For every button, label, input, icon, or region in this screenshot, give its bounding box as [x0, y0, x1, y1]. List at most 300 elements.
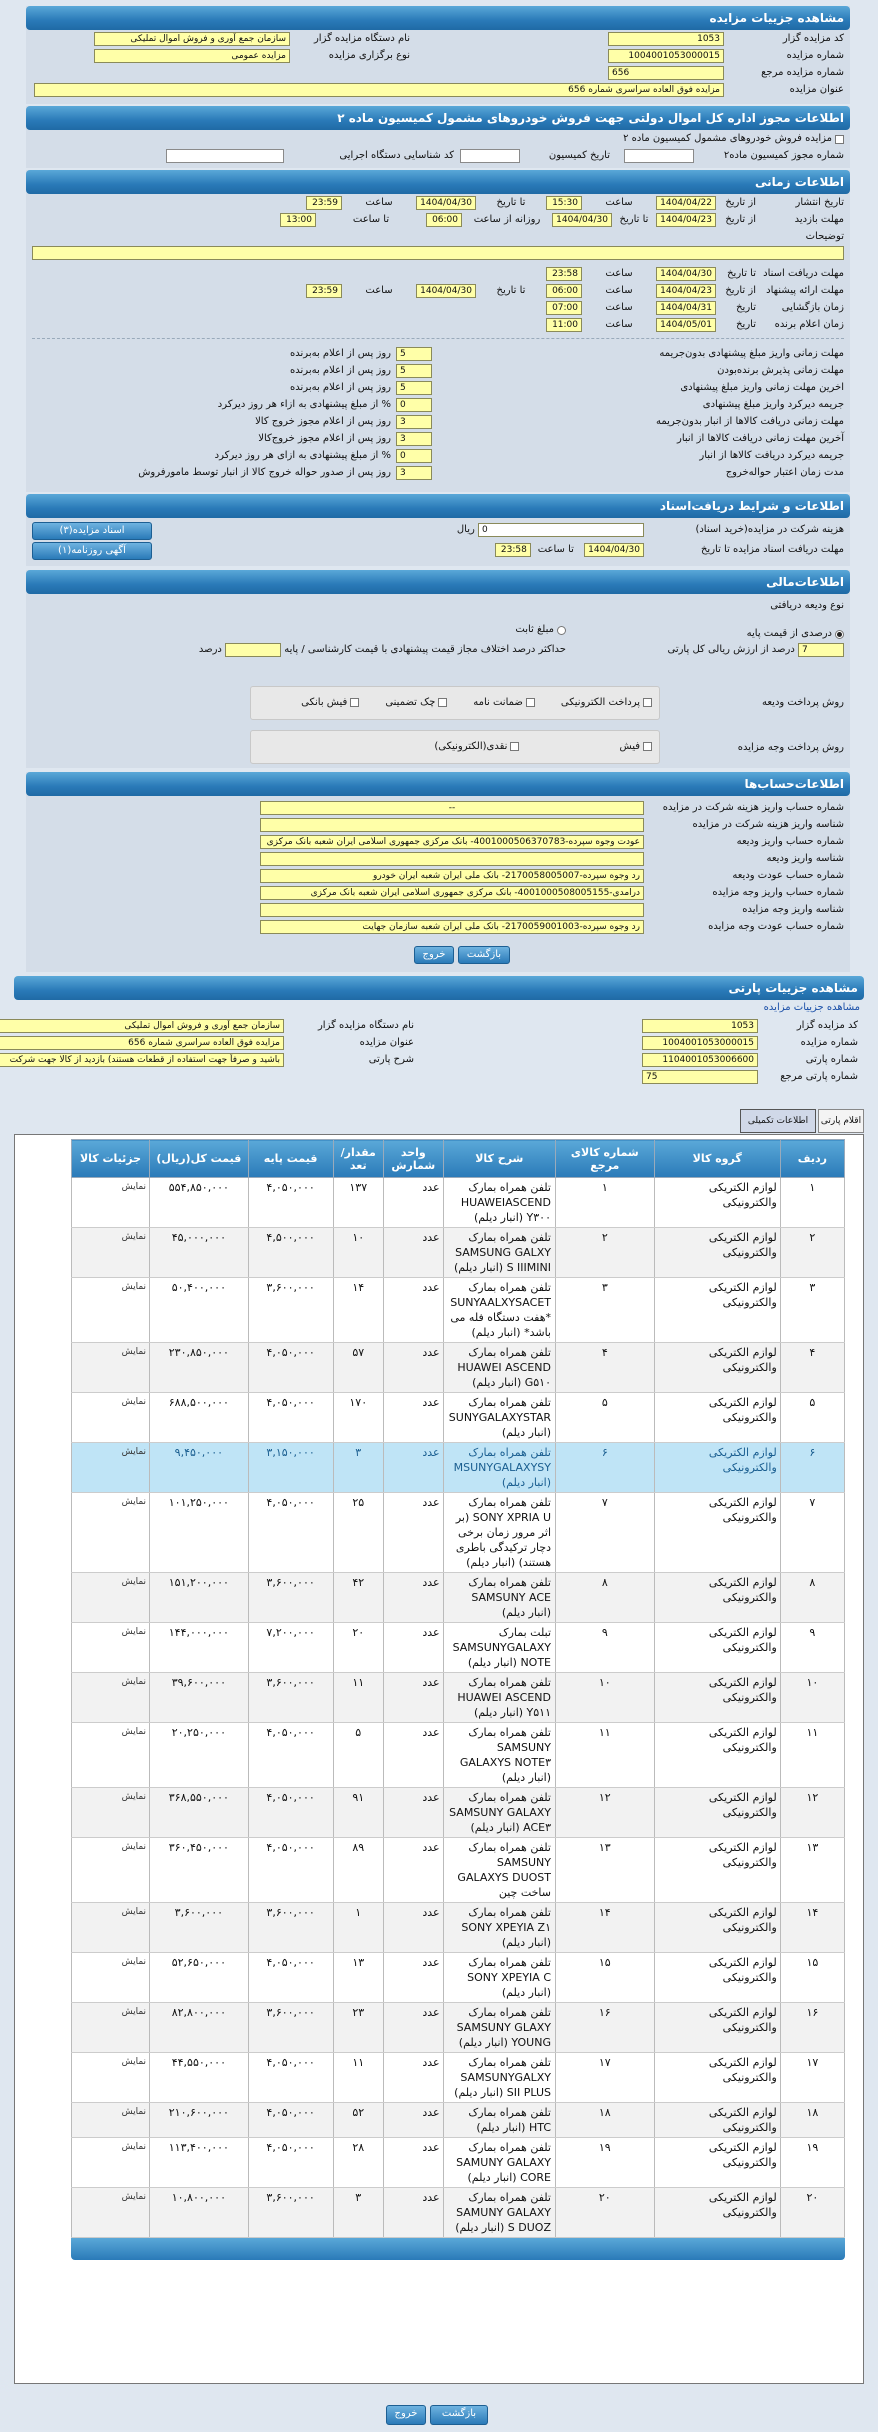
- permit-panel: [26, 106, 850, 168]
- table-footer-bar: [71, 2238, 845, 2260]
- auction-details-panel: [26, 6, 850, 104]
- cell-g: لوازم الکتریکی والکترونیکی: [654, 1278, 780, 1343]
- cell-d: تلفن همراه بمارک HUAWEIASCEND Y۳۰۰ (انبار دیلم): [443, 1178, 555, 1228]
- fee-label: هزینه شرکت در مزایده(خرید اسناد): [695, 524, 844, 535]
- percent-text: درصد از ارزش ریالی کل پارتی: [667, 644, 795, 655]
- cell-p: ۴,۵۰۰,۰۰۰: [248, 1228, 333, 1278]
- table-row[interactable]: [72, 2103, 845, 2138]
- cell-r: ۸: [556, 1573, 655, 1623]
- cell-d: تلفن همراه بمارک SAMUNY GALAXY CORE (انبار دیلم): [443, 2138, 555, 2188]
- cell-a[interactable]: نمایش: [72, 2053, 150, 2103]
- visit-label: مهلت بازدید: [794, 214, 844, 225]
- winner-label: زمان اعلام برنده: [774, 319, 844, 330]
- cell-t: ۳,۶۰۰,۰۰۰: [150, 1903, 249, 1953]
- account-row: [32, 885, 844, 902]
- deadline-label: مهلت دریافت اسناد مزایده تا تاریخ: [700, 544, 844, 555]
- table-row[interactable]: [72, 1343, 845, 1393]
- cell-u: عدد: [383, 2003, 443, 2053]
- time-label: ساعت: [365, 197, 393, 208]
- winner-time[interactable]: 11:00: [546, 318, 582, 332]
- cell-a[interactable]: نمایش: [72, 2003, 150, 2053]
- cell-u: عدد: [383, 1903, 443, 1953]
- auction-number-label: شماره مزایده: [786, 50, 844, 61]
- executive-code-field[interactable]: [166, 149, 284, 163]
- auction-number-field[interactable]: 1004001053000015: [608, 49, 724, 63]
- table-row[interactable]: [72, 1573, 845, 1623]
- payment-method-checkbox[interactable]: [510, 742, 519, 751]
- cell-t: ۸۲,۸۰۰,۰۰۰: [150, 2003, 249, 2053]
- cell-p: ۳,۶۰۰,۰۰۰: [248, 1673, 333, 1723]
- cell-a[interactable]: نمایش: [72, 1278, 150, 1343]
- publish-to-date[interactable]: 1404/04/30: [416, 196, 476, 210]
- cell-n: ۲۰: [780, 2188, 844, 2238]
- opening-date[interactable]: 1404/04/31: [656, 301, 716, 315]
- rule-value[interactable]: 3: [396, 466, 432, 480]
- cell-u: عدد: [383, 1838, 443, 1903]
- visit-from-time[interactable]: 06:00: [426, 213, 462, 227]
- rule-value[interactable]: 5: [396, 364, 432, 378]
- account-value[interactable]: عودت وجوه سپرده-4001000506370783- بانک مرکزی جمهوری اسلامی ایران شعبه بانک مرکزی: [260, 835, 644, 849]
- account-label: شناسه واریز ودیعه: [766, 853, 844, 864]
- table-row[interactable]: [72, 1443, 845, 1493]
- max-diff-field[interactable]: [225, 643, 281, 657]
- cell-g: لوازم الکتریکی والکترونیکی: [654, 1178, 780, 1228]
- cell-a[interactable]: نمایش: [72, 1723, 150, 1788]
- party-title-field[interactable]: مزایده فوق العاده سراسری شماره 656: [0, 1036, 284, 1050]
- exit-button[interactable]: خروج: [414, 946, 454, 964]
- docs-deadline-date[interactable]: 1404/04/30: [656, 267, 716, 281]
- cell-q: ۱: [333, 1903, 383, 1953]
- cell-u: عدد: [383, 1493, 443, 1573]
- cell-t: ۵۵۴,۸۵۰,۰۰۰: [150, 1178, 249, 1228]
- party-org-field[interactable]: سازمان جمع آوری و فروش اموال تملیکی: [0, 1019, 284, 1033]
- cell-g: لوازم الکتریکی والکترونیکی: [654, 2103, 780, 2138]
- cell-a[interactable]: نمایش: [72, 1393, 150, 1443]
- account-value[interactable]: --: [260, 801, 644, 815]
- cell-p: ۴,۰۵۰,۰۰۰: [248, 1493, 333, 1573]
- cell-r: ۷: [556, 1493, 655, 1573]
- cell-g: لوازم الکتریکی والکترونیکی: [654, 1623, 780, 1673]
- cell-p: ۳,۶۰۰,۰۰۰: [248, 1278, 333, 1343]
- account-value[interactable]: [260, 818, 644, 832]
- party-auction-no-field[interactable]: 1004001053000015: [642, 1036, 758, 1050]
- payment-method-label: فیش: [619, 741, 640, 752]
- cell-p: ۴,۰۵۰,۰۰۰: [248, 1788, 333, 1838]
- account-value[interactable]: رد وجوه سپرده-2170058005007- بانک ملی ایران شعبه ایران خودرو: [260, 869, 644, 883]
- cell-r: ۲: [556, 1228, 655, 1278]
- cell-q: ۲۸: [333, 2138, 383, 2188]
- rule-unit: روز پس از اعلام به‌برنده: [290, 365, 391, 376]
- cell-g: لوازم الکتریکی والکترونیکی: [654, 1788, 780, 1838]
- section-title: اطلاعات و شرایط دریافت‌اسناد: [26, 494, 850, 518]
- ref-number-label: شماره مزایده مرجع: [761, 67, 844, 78]
- cell-d: تبلت بمارک SAMSUNYGALAXY NOTE (انبار دیلم): [443, 1623, 555, 1673]
- table-row[interactable]: [72, 1623, 845, 1673]
- max-diff-unit: درصد: [198, 644, 222, 655]
- cell-a[interactable]: نمایش: [72, 1178, 150, 1228]
- cell-a[interactable]: نمایش: [72, 1343, 150, 1393]
- footer-back-button[interactable]: بازگشت: [430, 2405, 488, 2425]
- cell-p: ۳,۶۰۰,۰۰۰: [248, 1573, 333, 1623]
- party-auction-no-label: شماره مزایده: [800, 1037, 858, 1048]
- cell-q: ۱۳۷: [333, 1178, 383, 1228]
- docs-deadline-time[interactable]: 23:58: [546, 267, 582, 281]
- column-header[interactable]: جزئیات کالا: [72, 1140, 150, 1178]
- time-label: ساعت: [605, 319, 633, 330]
- cell-a[interactable]: نمایش: [72, 1573, 150, 1623]
- cell-t: ۹,۴۵۰,۰۰۰: [150, 1443, 249, 1493]
- account-value[interactable]: درامدی-4001000508005155- بانک مرکزی جمهوری اسلامی ایران شعبه بانک مرکزی: [260, 886, 644, 900]
- cell-p: ۴,۰۵۰,۰۰۰: [248, 1953, 333, 2003]
- deposit-method-label: چک تضمینی: [385, 697, 436, 708]
- time-info-panel: [26, 170, 850, 492]
- cell-d: تلفن همراه بمارک SONY XPRIA U (بر اثر مرور زمان برخی دچار ترکیدگی باطری هستند) (انبار دیلم): [443, 1493, 555, 1573]
- cell-u: عدد: [383, 2188, 443, 2238]
- opening-label: زمان بازگشایی: [781, 302, 844, 313]
- table-row[interactable]: [72, 1723, 845, 1788]
- cell-a[interactable]: نمایش: [72, 1623, 150, 1673]
- commission-checkbox[interactable]: [835, 135, 844, 144]
- fee-unit: ریال: [456, 524, 475, 535]
- column-header[interactable]: شرح کالا: [443, 1140, 555, 1178]
- deposit-method-checkbox[interactable]: [438, 698, 447, 707]
- cell-t: ۳۶۸,۵۵۰,۰۰۰: [150, 1788, 249, 1838]
- column-header[interactable]: گروه کالا: [654, 1140, 780, 1178]
- offer-from-date[interactable]: 1404/04/23: [656, 284, 716, 298]
- account-row: [32, 902, 844, 919]
- cell-p: ۳,۶۰۰,۰۰۰: [248, 1903, 333, 1953]
- footer-exit-button[interactable]: خروج: [386, 2405, 426, 2425]
- table-row[interactable]: [72, 1788, 845, 1838]
- percent-radio[interactable]: [835, 630, 844, 639]
- cell-g: لوازم الکتریکی والکترونیکی: [654, 1393, 780, 1443]
- table-row[interactable]: [72, 1838, 845, 1903]
- party-ref-field[interactable]: 75: [642, 1070, 758, 1084]
- column-header[interactable]: قیمت پایه: [248, 1140, 333, 1178]
- offer-to-date[interactable]: 1404/04/30: [416, 284, 476, 298]
- account-label: شناسه واریز هزینه شرکت در مزایده: [692, 819, 844, 830]
- cell-q: ۵۲: [333, 2103, 383, 2138]
- ref-number-field[interactable]: 656: [608, 66, 724, 80]
- cell-a[interactable]: نمایش: [72, 1953, 150, 2003]
- account-label: شناسه واریز وجه مزایده: [742, 904, 844, 915]
- cell-n: ۱: [780, 1178, 844, 1228]
- payment-method-label: روش پرداخت وجه مزایده: [737, 742, 844, 753]
- back-button[interactable]: بازگشت: [458, 946, 510, 964]
- org-label: نام دستگاه مزایده گزار: [313, 33, 410, 44]
- rule-unit: % از مبلغ پیشنهادی به ازاء هر روز دیرکرد: [217, 399, 391, 410]
- table-row[interactable]: [72, 2188, 845, 2238]
- table-row[interactable]: [72, 2053, 845, 2103]
- max-diff-label: حداکثر درصد اختلاف مجاز قیمت پیشنهادی با قیمت کارشناسی / پایه: [284, 644, 566, 655]
- rule-row: [32, 346, 844, 363]
- publish-to-time[interactable]: 23:59: [306, 196, 342, 210]
- newspaper-notice-button[interactable]: آگهی روزنامه(۱): [32, 542, 152, 560]
- cell-a[interactable]: نمایش: [72, 1443, 150, 1493]
- party-ref-label: شماره پارتی مرجع: [780, 1071, 858, 1082]
- cell-g: لوازم الکتریکی والکترونیکی: [654, 1723, 780, 1788]
- party-org-label: نام دستگاه مزایده گزار: [317, 1020, 414, 1031]
- permit-field[interactable]: [624, 149, 694, 163]
- cell-r: ۱۱: [556, 1723, 655, 1788]
- cell-t: ۲۰,۲۵۰,۰۰۰: [150, 1723, 249, 1788]
- section-title: مشاهده جزییات پارتی: [14, 976, 864, 1000]
- table-row[interactable]: [72, 1673, 845, 1723]
- cell-q: ۱۷۰: [333, 1393, 383, 1443]
- cell-d: تلفن همراه بمارک HUAWEI ASCEND Y۵۱۱ (انبار دیلم): [443, 1673, 555, 1723]
- to-date-label: تا تاریخ: [496, 285, 526, 296]
- cell-a[interactable]: نمایش: [72, 1788, 150, 1838]
- cell-a[interactable]: نمایش: [72, 1673, 150, 1723]
- notes-field[interactable]: [32, 246, 844, 260]
- from-date-label: از تاریخ: [725, 214, 756, 225]
- cell-n: ۵: [780, 1393, 844, 1443]
- table-row[interactable]: [72, 2138, 845, 2188]
- publish-from-date[interactable]: 1404/04/22: [656, 196, 716, 210]
- cell-p: ۴,۰۵۰,۰۰۰: [248, 2138, 333, 2188]
- party-code-field[interactable]: 1053: [642, 1019, 758, 1033]
- rule-label: جریمه دیرکرد واریز مبلغ پیشنهادی: [702, 399, 844, 410]
- visit-to-date[interactable]: 1404/04/30: [552, 213, 612, 227]
- cell-t: ۱۵۱,۲۰۰,۰۰۰: [150, 1573, 249, 1623]
- title-field[interactable]: مزایده فوق العاده سراسری شماره 656: [34, 83, 724, 97]
- rule-label: مهلت زمانی واریز مبلغ پیشنهادی بدون‌جریمه: [659, 348, 844, 359]
- cell-d: تلفن همراه بمارک SAMSUNY GLAXY YOUNG (انبار دیلم): [443, 2003, 555, 2053]
- rule-label: مدت زمان اعتبار حواله‌خروج: [725, 467, 844, 478]
- table-row[interactable]: [72, 1178, 845, 1228]
- cell-u: عدد: [383, 2138, 443, 2188]
- cell-d: تلفن همراه بمارک MSUNYGALAXYSY (انبار دیلم): [443, 1443, 555, 1493]
- auction-docs-button[interactable]: اسناد مزایده(۳): [32, 522, 152, 540]
- percent-radio-label: درصدی از قیمت پایه: [746, 628, 832, 639]
- deadline-time[interactable]: 23:58: [495, 543, 531, 557]
- account-label: شماره حساب عودت ودیعه: [732, 870, 844, 881]
- deposit-method-label: فیش بانکی: [301, 697, 348, 708]
- party-code-label: کد مزایده گزار: [796, 1020, 858, 1031]
- cell-q: ۳: [333, 2188, 383, 2238]
- payment-method-option: [434, 741, 519, 752]
- cell-t: ۱۰۱,۲۵۰,۰۰۰: [150, 1493, 249, 1573]
- cell-d: تلفن همراه بمارک SONY XPEYIA Z۱ (انبار دیلم): [443, 1903, 555, 1953]
- docs-deadline-label: مهلت دریافت اسناد: [763, 268, 844, 279]
- cell-q: ۹۱: [333, 1788, 383, 1838]
- cell-d: تلفن همراه بمارک SAMSUNY GALAXY ACE۳ (انبار دیلم): [443, 1788, 555, 1838]
- account-value[interactable]: [260, 852, 644, 866]
- cell-p: ۴,۰۵۰,۰۰۰: [248, 1723, 333, 1788]
- cell-d: تلفن همراه بمارک SAMSUNY ACE (انبار دیلم): [443, 1573, 555, 1623]
- column-header[interactable]: قیمت کل(ریال): [150, 1140, 249, 1178]
- rule-value[interactable]: 5: [396, 347, 432, 361]
- deposit-method-checkbox[interactable]: [643, 698, 652, 707]
- deposit-method-checkbox[interactable]: [526, 698, 535, 707]
- column-header[interactable]: مقدار/تعد: [333, 1140, 383, 1178]
- cell-u: عدد: [383, 1723, 443, 1788]
- cell-q: ۲۰: [333, 1623, 383, 1673]
- to-time-label: تا ساعت: [352, 214, 390, 225]
- cell-n: ۸: [780, 1573, 844, 1623]
- section-title: اطلاعات زمانی: [26, 170, 850, 194]
- org-field[interactable]: سازمان جمع آوری و فروش اموال تملیکی: [94, 32, 290, 46]
- table-row[interactable]: [72, 1278, 845, 1343]
- party-desc-label: شرح پارتی: [368, 1054, 414, 1065]
- cell-a[interactable]: نمایش: [72, 1903, 150, 1953]
- table-row[interactable]: [72, 1493, 845, 1573]
- type-field[interactable]: مزایده عمومی: [94, 49, 290, 63]
- cell-t: ۳۹,۶۰۰,۰۰۰: [150, 1673, 249, 1723]
- winner-date[interactable]: 1404/05/01: [656, 318, 716, 332]
- cell-g: لوازم الکتریکی والکترونیکی: [654, 1343, 780, 1393]
- fixed-radio[interactable]: [557, 626, 566, 635]
- cell-a[interactable]: نمایش: [72, 1493, 150, 1573]
- cell-t: ۴۵,۰۰۰,۰۰۰: [150, 1228, 249, 1278]
- cell-d: تلفن همراه بمارک SAMSUNY GALAXYS NOTE۳ (انبار دیلم): [443, 1723, 555, 1788]
- items-table-wrap: [71, 1139, 845, 2379]
- deposit-method-label: ضمانت نامه: [473, 697, 523, 708]
- cell-a[interactable]: نمایش: [72, 2103, 150, 2138]
- cell-a[interactable]: نمایش: [72, 2188, 150, 2238]
- table-row[interactable]: [72, 1228, 845, 1278]
- rule-value[interactable]: 5: [396, 381, 432, 395]
- rule-unit: روز پس از اعلام مجوز خروج کالا: [255, 416, 391, 427]
- to-date-label: تا تاریخ: [727, 268, 756, 279]
- publish-from-time[interactable]: 15:30: [546, 196, 582, 210]
- cell-a[interactable]: نمایش: [72, 1228, 150, 1278]
- deadline-date[interactable]: 1404/04/30: [584, 543, 644, 557]
- cell-g: لوازم الکتریکی والکترونیکی: [654, 2188, 780, 2238]
- items-table: [71, 1139, 845, 2238]
- rule-label: مهلت زمانی دریافت کالاها از انبار بدون‌جریمه: [656, 416, 844, 427]
- cell-q: ۵: [333, 1723, 383, 1788]
- opening-time[interactable]: 07:00: [546, 301, 582, 315]
- cell-g: لوازم الکتریکی والکترونیکی: [654, 1228, 780, 1278]
- cell-q: ۴۲: [333, 1573, 383, 1623]
- cell-t: ۱۱۳,۴۰۰,۰۰۰: [150, 2138, 249, 2188]
- cell-r: ۶: [556, 1443, 655, 1493]
- payment-method-checkbox[interactable]: [643, 742, 652, 751]
- cell-q: ۵۷: [333, 1343, 383, 1393]
- cell-g: لوازم الکتریکی والکترونیکی: [654, 1573, 780, 1623]
- offer-label: مهلت ارائه پیشنهاد: [766, 285, 844, 296]
- time-label: ساعت: [605, 285, 633, 296]
- rule-unit: روز پس از اعلام مجوز خروج‌کالا: [258, 433, 391, 444]
- cell-n: ۶: [780, 1443, 844, 1493]
- cell-p: ۴,۰۵۰,۰۰۰: [248, 2053, 333, 2103]
- offer-to-time[interactable]: 23:59: [306, 284, 342, 298]
- deposit-method-option: [561, 697, 652, 708]
- rule-value[interactable]: 0: [396, 398, 432, 412]
- cell-g: لوازم الکتریکی والکترونیکی: [654, 1838, 780, 1903]
- account-label: شماره حساب عودت وجه مزایده: [708, 921, 844, 932]
- cell-u: عدد: [383, 1788, 443, 1838]
- auction-details-link[interactable]: مشاهده جزییات مزایده: [763, 1002, 860, 1013]
- cell-r: ۹: [556, 1623, 655, 1673]
- time-label: ساعت: [365, 285, 393, 296]
- cell-g: لوازم الکتریکی والکترونیکی: [654, 1443, 780, 1493]
- fee-field[interactable]: 0: [478, 523, 644, 537]
- cell-t: ۳۶۰,۴۵۰,۰۰۰: [150, 1838, 249, 1903]
- account-value[interactable]: [260, 903, 644, 917]
- cell-t: ۵۰,۴۰۰,۰۰۰: [150, 1278, 249, 1343]
- cell-n: ۳: [780, 1278, 844, 1343]
- table-row[interactable]: [72, 1393, 845, 1443]
- cell-t: ۲۱۰,۶۰۰,۰۰۰: [150, 2103, 249, 2138]
- rule-row: [32, 414, 844, 431]
- table-row[interactable]: [72, 1953, 845, 2003]
- cell-p: ۴,۰۵۰,۰۰۰: [248, 1178, 333, 1228]
- rule-label: جریمه دیرکرد دریافت کالاها از انبار: [699, 450, 844, 461]
- type-label: نوع برگزاری مزایده: [328, 50, 410, 61]
- rule-label: آخرین مهلت زمانی دریافت کالاها از انبار: [677, 433, 844, 444]
- cell-p: ۴,۰۵۰,۰۰۰: [248, 1343, 333, 1393]
- cell-a[interactable]: نمایش: [72, 1838, 150, 1903]
- cell-r: ۱۸: [556, 2103, 655, 2138]
- visit-from-date[interactable]: 1404/04/23: [656, 213, 716, 227]
- cell-q: ۸۹: [333, 1838, 383, 1903]
- column-header[interactable]: واحد شمارش: [383, 1140, 443, 1178]
- daily-from-label: روزانه از ساعت: [473, 214, 541, 225]
- cell-a[interactable]: نمایش: [72, 2138, 150, 2188]
- rule-unit: روز پس از اعلام به‌برنده: [290, 348, 391, 359]
- table-row[interactable]: [72, 1903, 845, 1953]
- deposit-method-option: [385, 697, 447, 708]
- rule-value[interactable]: 3: [396, 415, 432, 429]
- cell-p: ۳,۱۵۰,۰۰۰: [248, 1443, 333, 1493]
- cell-r: ۳: [556, 1278, 655, 1343]
- rule-row: [32, 465, 844, 482]
- tab-more-info[interactable]: اطلاعات تکمیلی: [740, 1109, 816, 1133]
- payment-method-option: [619, 741, 652, 752]
- party-desc-field[interactable]: باشید و صرفاً جهت استفاده از قطعات هستند) بازدید از کالا جهت شرکت: [0, 1053, 284, 1067]
- account-row: [32, 834, 844, 851]
- deposit-method-checkbox[interactable]: [350, 698, 359, 707]
- tab-items[interactable]: اقلام پارتی: [818, 1109, 864, 1133]
- party-no-field[interactable]: 1104001053006600: [642, 1053, 758, 1067]
- cell-u: عدد: [383, 1393, 443, 1443]
- column-header[interactable]: شماره کالای مرجع: [556, 1140, 655, 1178]
- cell-r: ۱۲: [556, 1788, 655, 1838]
- account-label: شماره حساب واریز ودیعه: [736, 836, 844, 847]
- deposit-method-option: [473, 697, 535, 708]
- cell-r: ۱: [556, 1178, 655, 1228]
- cell-n: ۱۰: [780, 1673, 844, 1723]
- cell-d: تلفن همراه بمارک HTC (انبار دیلم): [443, 2103, 555, 2138]
- rule-value[interactable]: 3: [396, 432, 432, 446]
- offer-from-time[interactable]: 06:00: [546, 284, 582, 298]
- commission-date-field[interactable]: [460, 149, 520, 163]
- rule-value[interactable]: 0: [396, 449, 432, 463]
- cell-r: ۱۳: [556, 1838, 655, 1903]
- rule-unit: روز پس از اعلام به‌برنده: [290, 382, 391, 393]
- cell-u: عدد: [383, 1178, 443, 1228]
- accounts-list: [32, 800, 844, 936]
- cell-g: لوازم الکتریکی والکترونیکی: [654, 2003, 780, 2053]
- cell-d: تلفن همراه بمارک SUNYAALXYSACET *هفت دستگاه فله می باشد* (انبار دیلم): [443, 1278, 555, 1343]
- cell-u: عدد: [383, 2103, 443, 2138]
- table-row[interactable]: [72, 2003, 845, 2053]
- visit-to-time[interactable]: 13:00: [280, 213, 316, 227]
- cell-n: ۴: [780, 1343, 844, 1393]
- time-label: ساعت: [605, 197, 633, 208]
- deposit-type-label: نوع ودیعه دریافتی: [770, 600, 844, 611]
- to-date-label: تا تاریخ: [619, 214, 649, 225]
- code-field[interactable]: 1053: [608, 32, 724, 46]
- percent-field[interactable]: 7: [798, 643, 844, 657]
- cell-u: عدد: [383, 2053, 443, 2103]
- cell-u: عدد: [383, 1228, 443, 1278]
- account-value[interactable]: رد وجوه سپرده-2170059001003- بانک ملی ایران شعبه سازمان جهایت: [260, 920, 644, 934]
- account-row: [32, 868, 844, 885]
- column-header[interactable]: ردیف: [780, 1140, 844, 1178]
